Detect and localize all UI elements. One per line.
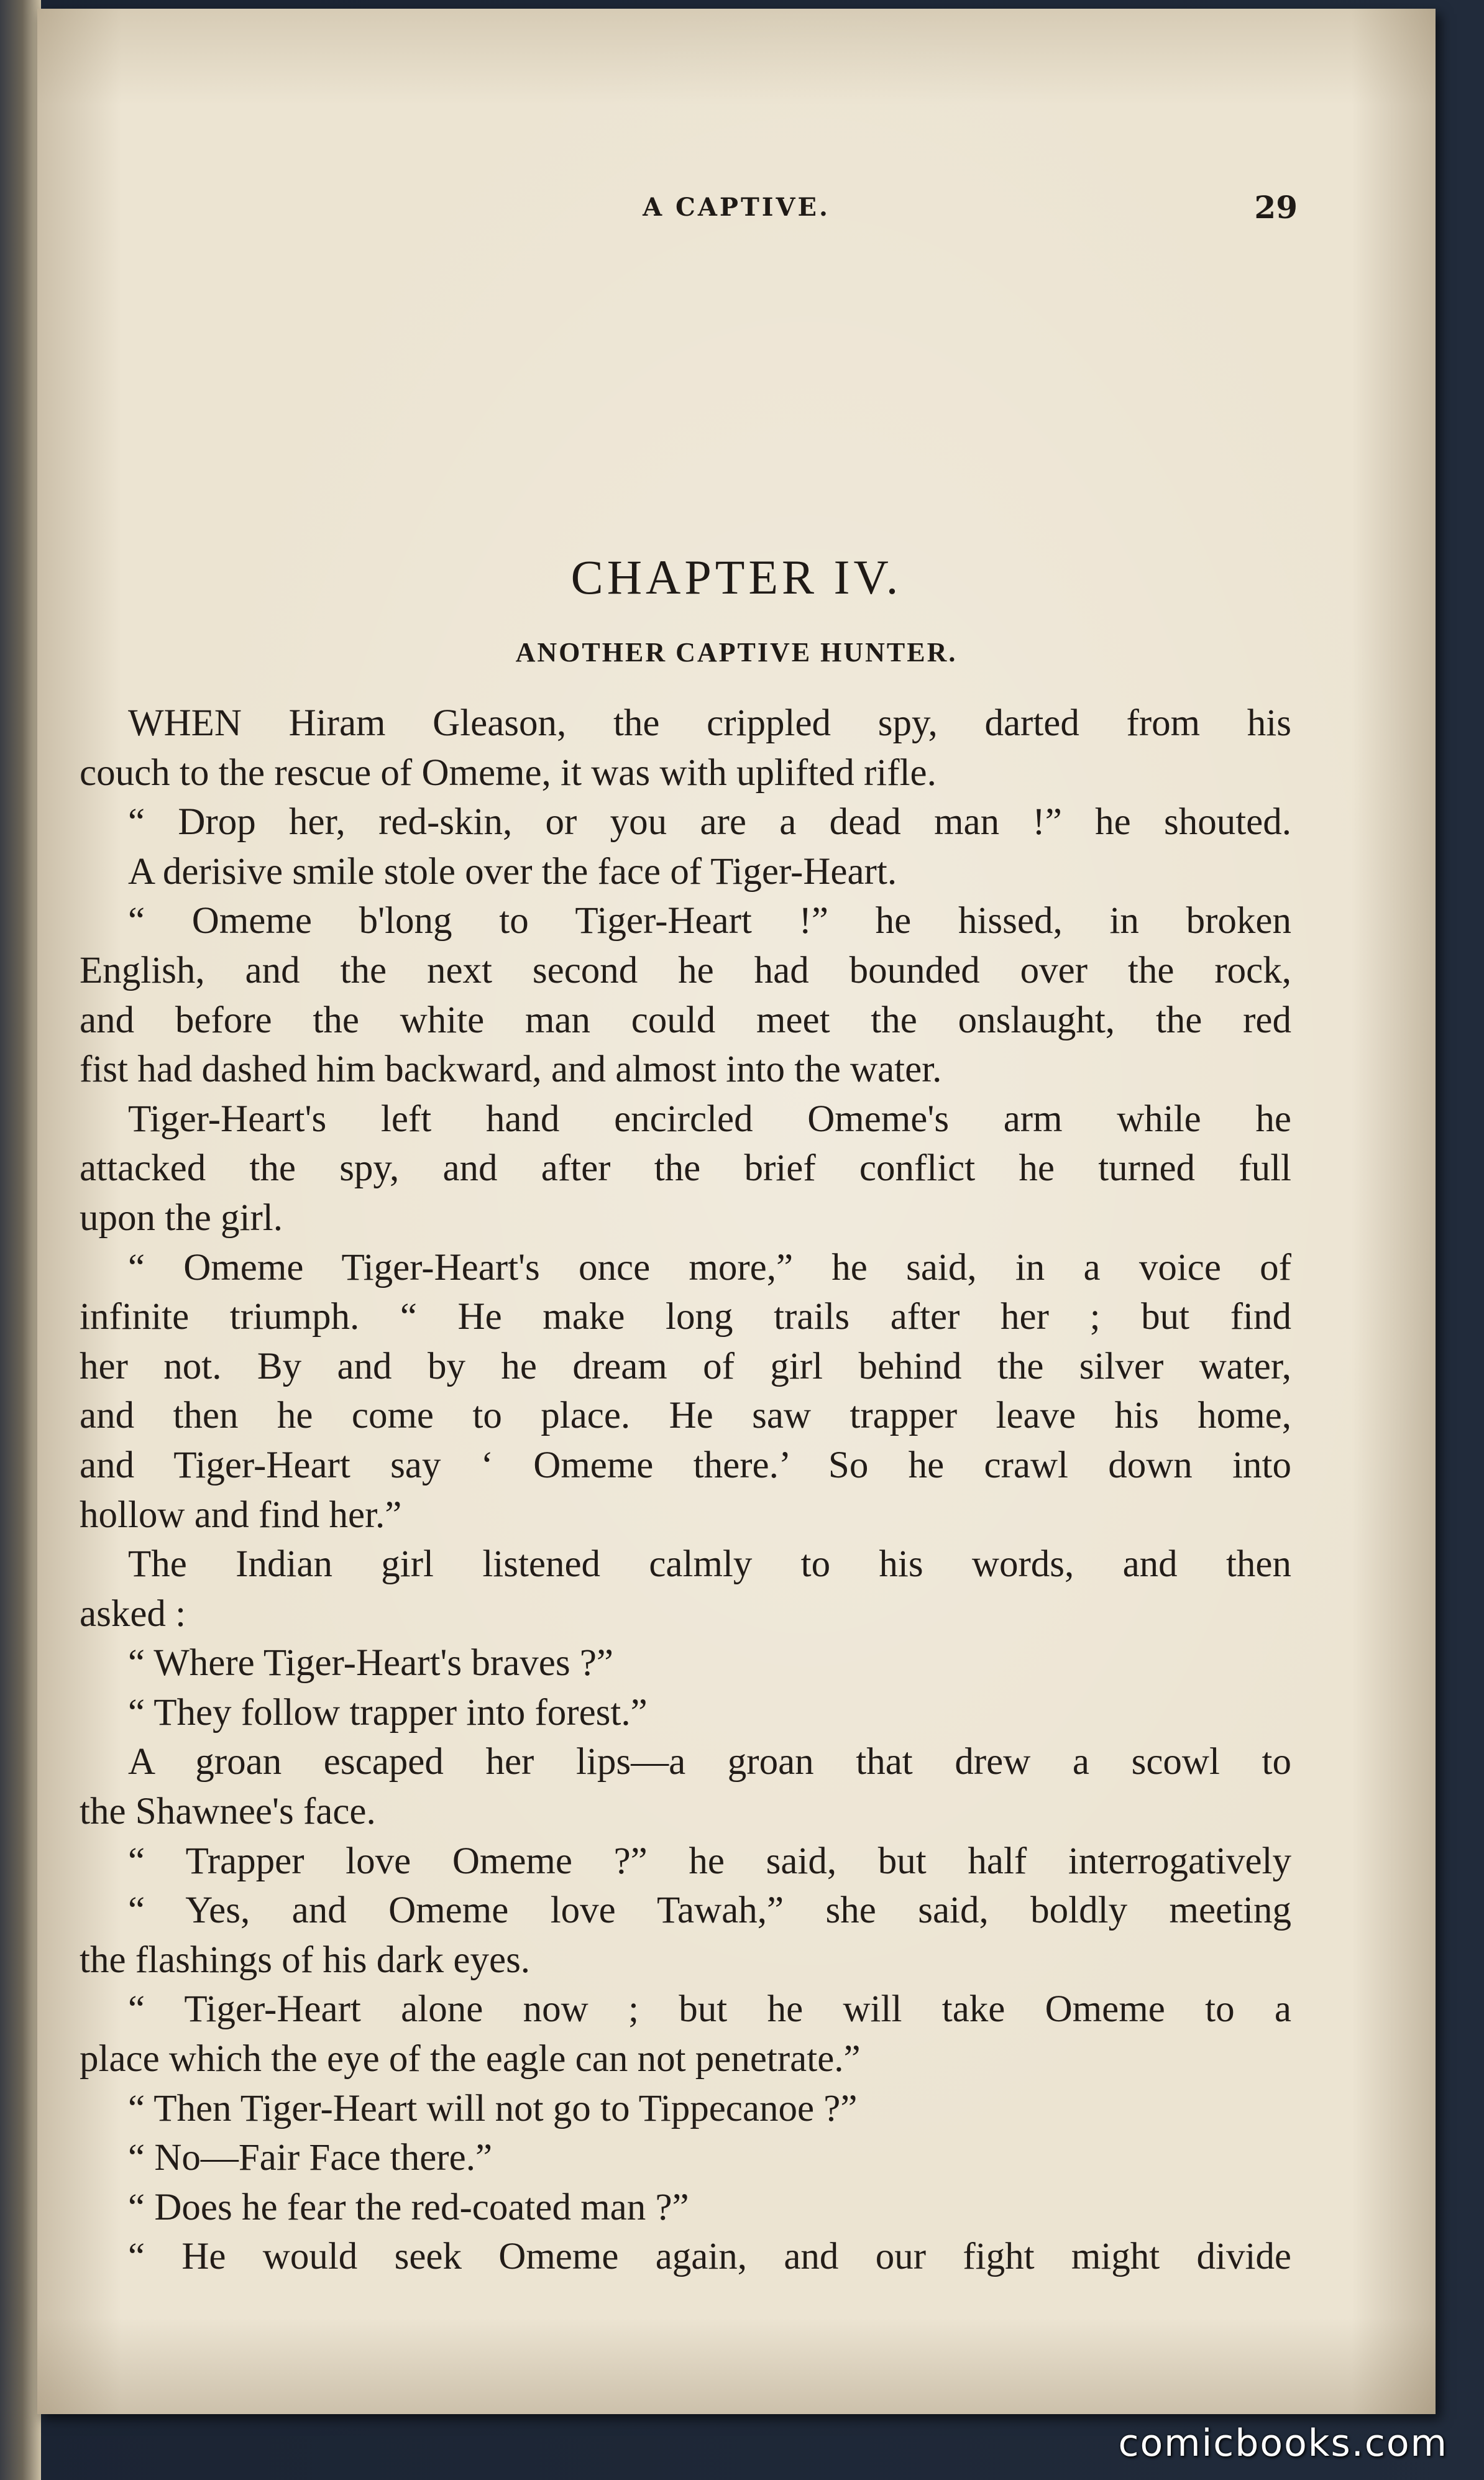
text-line: and then he come to place. He saw trapper leave his home,	[80, 1395, 1291, 1437]
text-line: fist had dashed him backward, and almost into the water.	[80, 1049, 942, 1091]
chapter-title: CHAPTER IV.	[570, 550, 902, 604]
left-page-edge	[0, 0, 41, 2480]
text-line: infinite triumph. “ He make long trails after her ; but find	[80, 1296, 1291, 1338]
text-line: “ No—Fair Face there.”	[128, 2137, 493, 2179]
text-line: A groan escaped her lips—a groan that drew a scowl to	[128, 1741, 1291, 1783]
text-line: “ Then Tiger-Heart will not go to Tippecanoe ?”	[128, 2087, 858, 2129]
text-line: English, and the next second he had bounded over the rock,	[80, 949, 1291, 991]
text-line: Tiger-Heart's left hand encircled Omeme's arm while he	[128, 1098, 1291, 1140]
body-text	[80, 699, 1291, 2282]
text-line: couch to the rescue of Omeme, it was with uplifted rifle.	[80, 751, 937, 794]
text-line: A derisive smile stole over the face of Tiger-Heart.	[128, 850, 897, 893]
text-line: the Shawnee's face.	[80, 1791, 376, 1833]
text-line: “ Omeme Tiger-Heart's once more,” he said, in a voice of	[128, 1246, 1291, 1288]
text-line: “ Omeme b'long to Tiger-Heart !” he hissed, in broken	[128, 900, 1291, 942]
text-line: attacked the spy, and after the brief conflict he turned full	[80, 1147, 1291, 1190]
text-line: and before the white man could meet the onslaught, the red	[80, 999, 1291, 1041]
text-line: place which the eye of the eagle can not penetrate.”	[80, 2038, 861, 2080]
text-line: asked :	[80, 1592, 186, 1635]
text-line: “ Drop her, red-skin, or you are a dead man !” he shouted.	[128, 801, 1291, 843]
text-line: “ Trapper love Omeme ?” he said, but half interrogatively	[128, 1840, 1291, 1882]
text-line: “ Yes, and Omeme love Tawah,” she said, boldly meeting	[128, 1890, 1291, 1932]
text-line: her not. By and by he dream of girl behind the silver water,	[80, 1345, 1291, 1387]
text-line: “ Where Tiger-Heart's braves ?”	[128, 1642, 613, 1684]
page-number: 29	[1254, 189, 1298, 226]
book-page	[37, 9, 1436, 2414]
text-line: “ Does he fear the red-coated man ?”	[128, 2186, 689, 2228]
text-line: WHEN Hiram Gleason, the crippled spy, darted from his	[128, 702, 1291, 744]
text-line: and Tiger-Heart say ‘ Omeme there.’ So he crawl down into	[80, 1444, 1291, 1486]
text-line: the flashings of his dark eyes.	[80, 1939, 531, 1981]
chapter-subtitle: ANOTHER CAPTIVE HUNTER.	[515, 637, 958, 668]
page-header	[37, 189, 1436, 232]
text-line: “ They follow trapper into forest.”	[128, 1691, 648, 1734]
text-line: upon the girl.	[80, 1196, 283, 1239]
text-line: “ Tiger-Heart alone now ; but he will take Omeme to a	[128, 1988, 1291, 2031]
running-head: A CAPTIVE.	[643, 193, 830, 222]
text-line: “ He would seek Omeme again, and our fight might divide	[128, 2236, 1291, 2278]
site-watermark: comicbooks.com	[1118, 2422, 1448, 2465]
text-line: hollow and find her.”	[80, 1494, 402, 1536]
text-line: The Indian girl listened calmly to his words, and then	[128, 1543, 1291, 1586]
